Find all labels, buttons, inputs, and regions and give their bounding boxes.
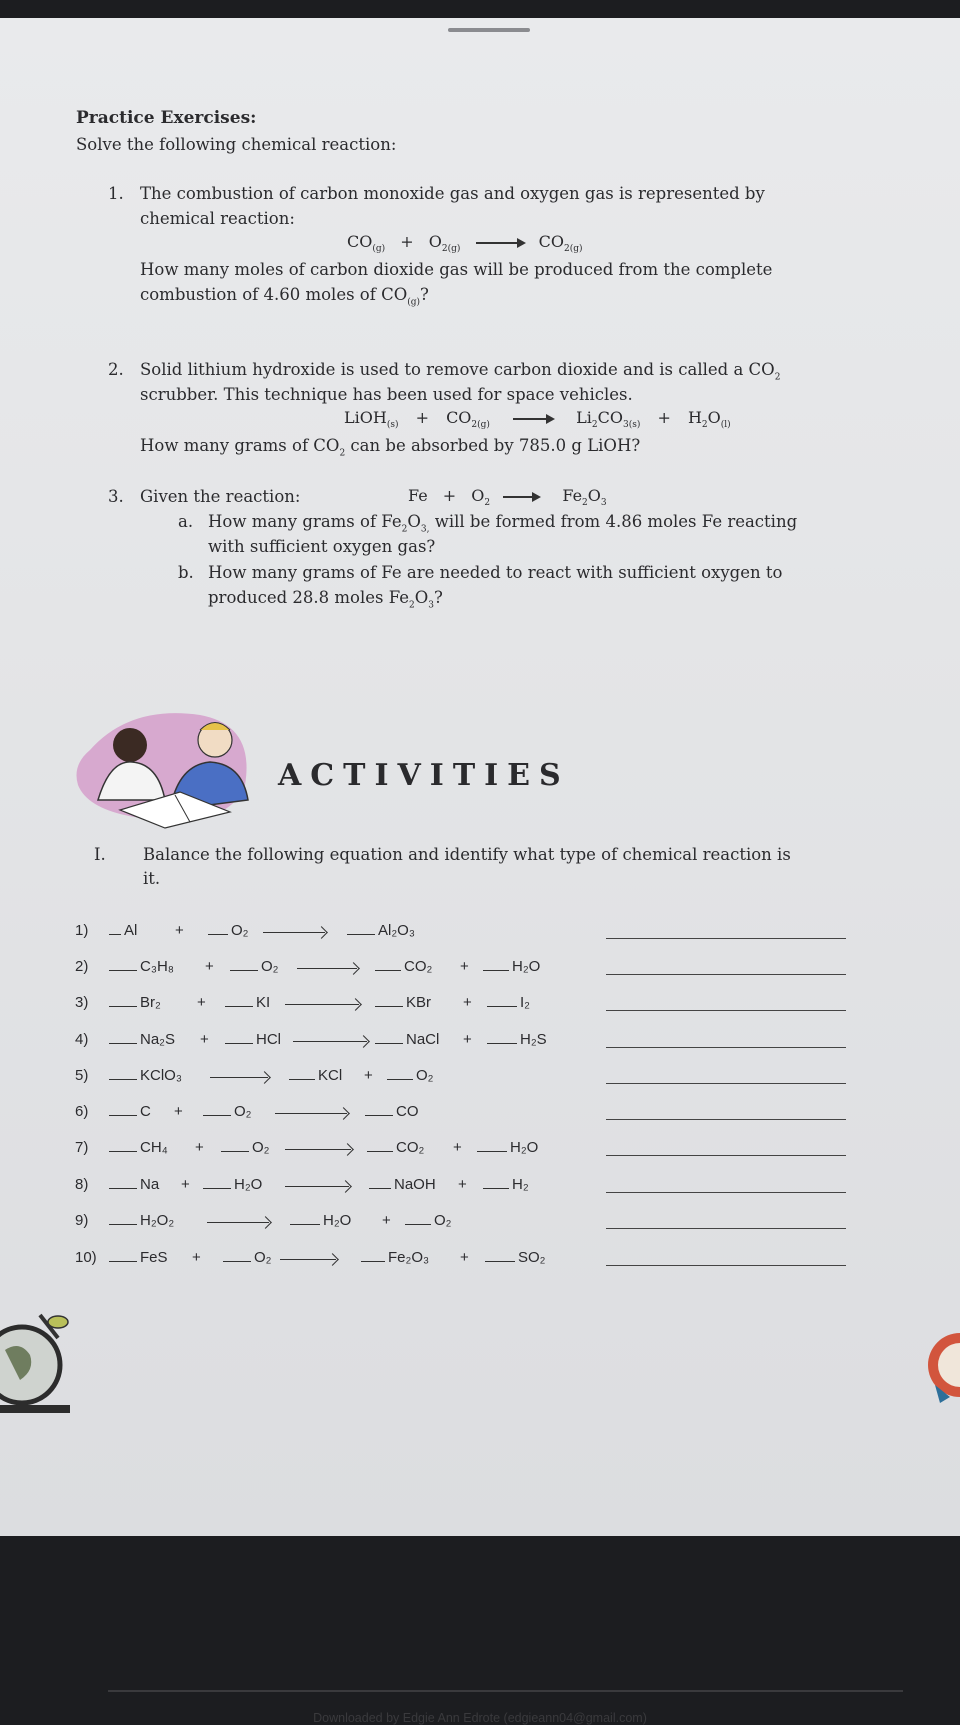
equation-row-8 [75,1172,875,1202]
reaction-arrow [263,932,325,933]
q1-line2: chemical reaction: [140,209,295,228]
product-2: H₂ [483,1176,529,1193]
plus-sign: + [205,958,214,975]
reaction-arrow [293,1041,367,1042]
coefficient-blank[interactable] [109,1031,137,1044]
plus-sign: + [458,1176,467,1193]
plus-sign: + [382,1212,391,1229]
reactant-1: Br₂ [109,994,161,1011]
equation-row-3 [75,990,875,1020]
reaction-arrow [503,496,539,498]
reaction-type-answer-line[interactable] [606,1192,846,1193]
reaction-type-answer-line[interactable] [606,974,846,975]
coefficient-blank[interactable] [375,994,403,1007]
section-instructions-line1: Balance the following equation and identify what type of chemical reaction is [143,845,791,864]
coefficient-blank[interactable] [487,994,517,1007]
coefficient-blank[interactable] [375,1031,403,1044]
coefficient-blank[interactable] [405,1212,431,1225]
coefficient-blank[interactable] [483,958,509,971]
reaction-type-answer-line[interactable] [606,1047,846,1048]
q2-line1: Solid lithium hydroxide is used to remove carbon dioxide and is called a $CO_2$ [140,360,781,383]
reactant-1: Na [109,1176,159,1193]
reactant-2: H₂O [203,1176,262,1193]
reactant-2: KI [225,994,270,1011]
plus-sign: + [463,994,472,1011]
reaction-type-answer-line[interactable] [606,1155,846,1156]
reactant-1: CH₄ [109,1139,168,1156]
coefficient-blank[interactable] [203,1176,231,1189]
reaction-arrow [297,968,357,969]
coefficient-blank[interactable] [369,1176,391,1189]
reaction-arrow [513,418,553,420]
coefficient-blank[interactable] [347,922,375,935]
coefficient-blank[interactable] [375,958,401,971]
coefficient-blank[interactable] [483,1176,509,1189]
reactant-1: Al [109,922,137,939]
download-footer: Downloaded by Edgie Ann Edrote (edgieann04@gmail.com) [313,1711,647,1725]
globe-decoration-icon [0,1310,90,1420]
q3-equation: $Fe + O_2$ $Fe_2O_3$ [408,486,607,509]
q2-line2: scrubber. This technique has been used for space vehicles. [140,385,633,404]
q1-line3: How many moles of carbon dioxide gas will be produced from the complete [140,260,773,279]
reaction-type-answer-line[interactable] [606,1119,846,1120]
row-number: 10) [75,1249,97,1266]
q3a-label: a. [178,512,194,531]
plus-sign: + [197,994,206,1011]
q1-number: 1. [108,184,124,203]
section-instructions-line2: it. [143,869,161,888]
q3b-label: b. [178,563,194,582]
equation-row-10 [75,1245,875,1275]
coefficient-blank[interactable] [203,1103,231,1116]
row-number: 2) [75,958,89,975]
page-top-mark [448,28,530,32]
product-1: CO [365,1103,419,1120]
coefficient-blank[interactable] [485,1249,515,1262]
reaction-type-answer-line[interactable] [606,1083,846,1084]
row-number: 3) [75,994,89,1011]
product-1: Al₂O₃ [347,922,415,939]
product-2: O₂ [405,1212,452,1229]
product-1: CO₂ [367,1139,424,1156]
reactant-1: C [109,1103,151,1120]
product-1: NaOH [369,1176,436,1193]
equation-row-9 [75,1208,875,1238]
q3a-line1: How many grams of $Fe_2O_{3,}$ will be formed from 4.86 moles Fe reacting [208,512,798,535]
reaction-type-answer-line[interactable] [606,1228,846,1229]
coefficient-blank[interactable] [109,958,137,971]
coefficient-blank[interactable] [109,1067,137,1080]
badge-decoration-icon [925,1325,960,1405]
q3b-line1: How many grams of Fe are needed to react with sufficient oxygen to [208,563,783,582]
reaction-type-answer-line[interactable] [606,938,846,939]
equation-row-4 [75,1027,875,1057]
reactant-2: O₂ [223,1249,272,1266]
coefficient-blank[interactable] [367,1139,393,1152]
coefficient-blank[interactable] [361,1249,385,1262]
coefficient-blank[interactable] [477,1139,507,1152]
plus-sign: + [195,1139,204,1156]
product-2: O₂ [387,1067,434,1084]
reaction-arrow [285,1149,351,1150]
equation-row-2 [75,954,875,984]
q1-line1: The combustion of carbon monoxide gas and oxygen gas is represented by [140,184,765,203]
q2-line3: How many grams of $CO_2$ can be absorbed by 785.0 g LiOH? [140,436,641,459]
coefficient-blank[interactable] [109,1103,137,1116]
reaction-arrow [476,242,524,244]
reactant-2: O₂ [221,1139,270,1156]
reaction-arrow [210,1077,268,1078]
q3-intro: Given the reaction: [140,487,301,506]
reactant-2: O₂ [203,1103,252,1120]
plus-sign: + [174,1103,183,1120]
q1-equation: $CO_{(g)} + O_{2(g)}$ $CO_{2(g)}$ [347,232,583,255]
row-number: 9) [75,1212,89,1229]
practice-subtitle: Solve the following chemical reaction: [76,135,397,154]
coefficient-blank[interactable] [221,1139,249,1152]
equation-row-1 [75,918,875,948]
coefficient-blank[interactable] [109,1139,137,1152]
product-1: KCl [289,1067,342,1084]
row-number: 1) [75,922,89,939]
product-1: KBr [375,994,431,1011]
product-1: H₂O [290,1212,351,1229]
reaction-arrow [285,1004,359,1005]
reactant-2: O₂ [230,958,279,975]
reaction-type-answer-line[interactable] [606,1010,846,1011]
practice-title: Practice Exercises: [76,108,257,128]
plus-sign: + [460,958,469,975]
equation-row-5 [75,1063,875,1093]
product-1: Fe₂O₃ [361,1249,429,1266]
coefficient-blank[interactable] [109,1249,137,1262]
coefficient-blank[interactable] [487,1031,517,1044]
reaction-arrow [285,1186,349,1187]
activities-title: ACTIVITIES [278,758,570,793]
product-2: SO₂ [485,1249,546,1266]
plus-sign: + [200,1031,209,1048]
q3a-line2: with sufficient oxygen gas? [208,537,436,556]
product-2: H₂O [477,1139,538,1156]
coefficient-blank[interactable] [208,922,228,935]
reaction-arrow [207,1222,269,1223]
plus-sign: + [364,1067,373,1084]
plus-sign: + [175,922,184,939]
reactant-1: Na₂S [109,1031,175,1048]
reactant-1: H₂O₂ [109,1212,174,1229]
coefficient-blank[interactable] [387,1067,413,1080]
plus-sign: + [453,1139,462,1156]
product-2: I₂ [487,994,530,1011]
coefficient-blank[interactable] [109,994,137,1007]
footer-divider [108,1690,903,1692]
equation-row-6 [75,1099,875,1129]
reaction-arrow [280,1259,336,1260]
reaction-type-answer-line[interactable] [606,1265,846,1266]
reactant-1: FeS [109,1249,168,1266]
plus-sign: + [181,1176,190,1193]
reactant-1: C₃H₈ [109,958,174,975]
q1-line4: combustion of 4.60 moles of $CO_{(g)}$? [140,285,429,308]
product-2: H₂O [483,958,540,975]
row-number: 7) [75,1139,89,1156]
section-numeral: I. [94,845,106,864]
q2-number: 2. [108,360,124,379]
row-number: 8) [75,1176,89,1193]
reactant-2: HCl [225,1031,281,1048]
coefficient-blank[interactable] [223,1249,251,1262]
plus-sign: + [463,1031,472,1048]
coefficient-blank[interactable] [365,1103,393,1116]
coefficient-blank[interactable] [289,1067,315,1080]
coefficient-blank[interactable] [109,922,121,935]
coefficient-blank[interactable] [225,994,253,1007]
coefficient-blank[interactable] [230,958,258,971]
reaction-arrow [275,1113,347,1114]
plus-sign: + [460,1249,469,1266]
q3-number: 3. [108,487,124,506]
row-number: 4) [75,1031,89,1048]
row-number: 6) [75,1103,89,1120]
product-1: CO₂ [375,958,432,975]
product-2: H₂S [487,1031,547,1048]
equation-row-7 [75,1135,875,1165]
coefficient-blank[interactable] [109,1176,137,1189]
product-1: NaCl [375,1031,439,1048]
reactant-1: KClO₃ [109,1067,182,1084]
q3b-line2: produced 28.8 moles $Fe_2O_3$? [208,588,443,611]
coefficient-blank[interactable] [225,1031,253,1044]
reactant-2: O₂ [208,922,249,939]
coefficient-blank[interactable] [109,1212,137,1225]
plus-sign: + [192,1249,201,1266]
row-number: 5) [75,1067,89,1084]
coefficient-blank[interactable] [290,1212,320,1225]
q2-equation: LiOH$_{(s)}$ + $CO_{2(g)}$ $Li_2CO_{3(s)} + H_2O_{(l)}$ [344,408,731,431]
students-studying-illustration [70,700,260,830]
